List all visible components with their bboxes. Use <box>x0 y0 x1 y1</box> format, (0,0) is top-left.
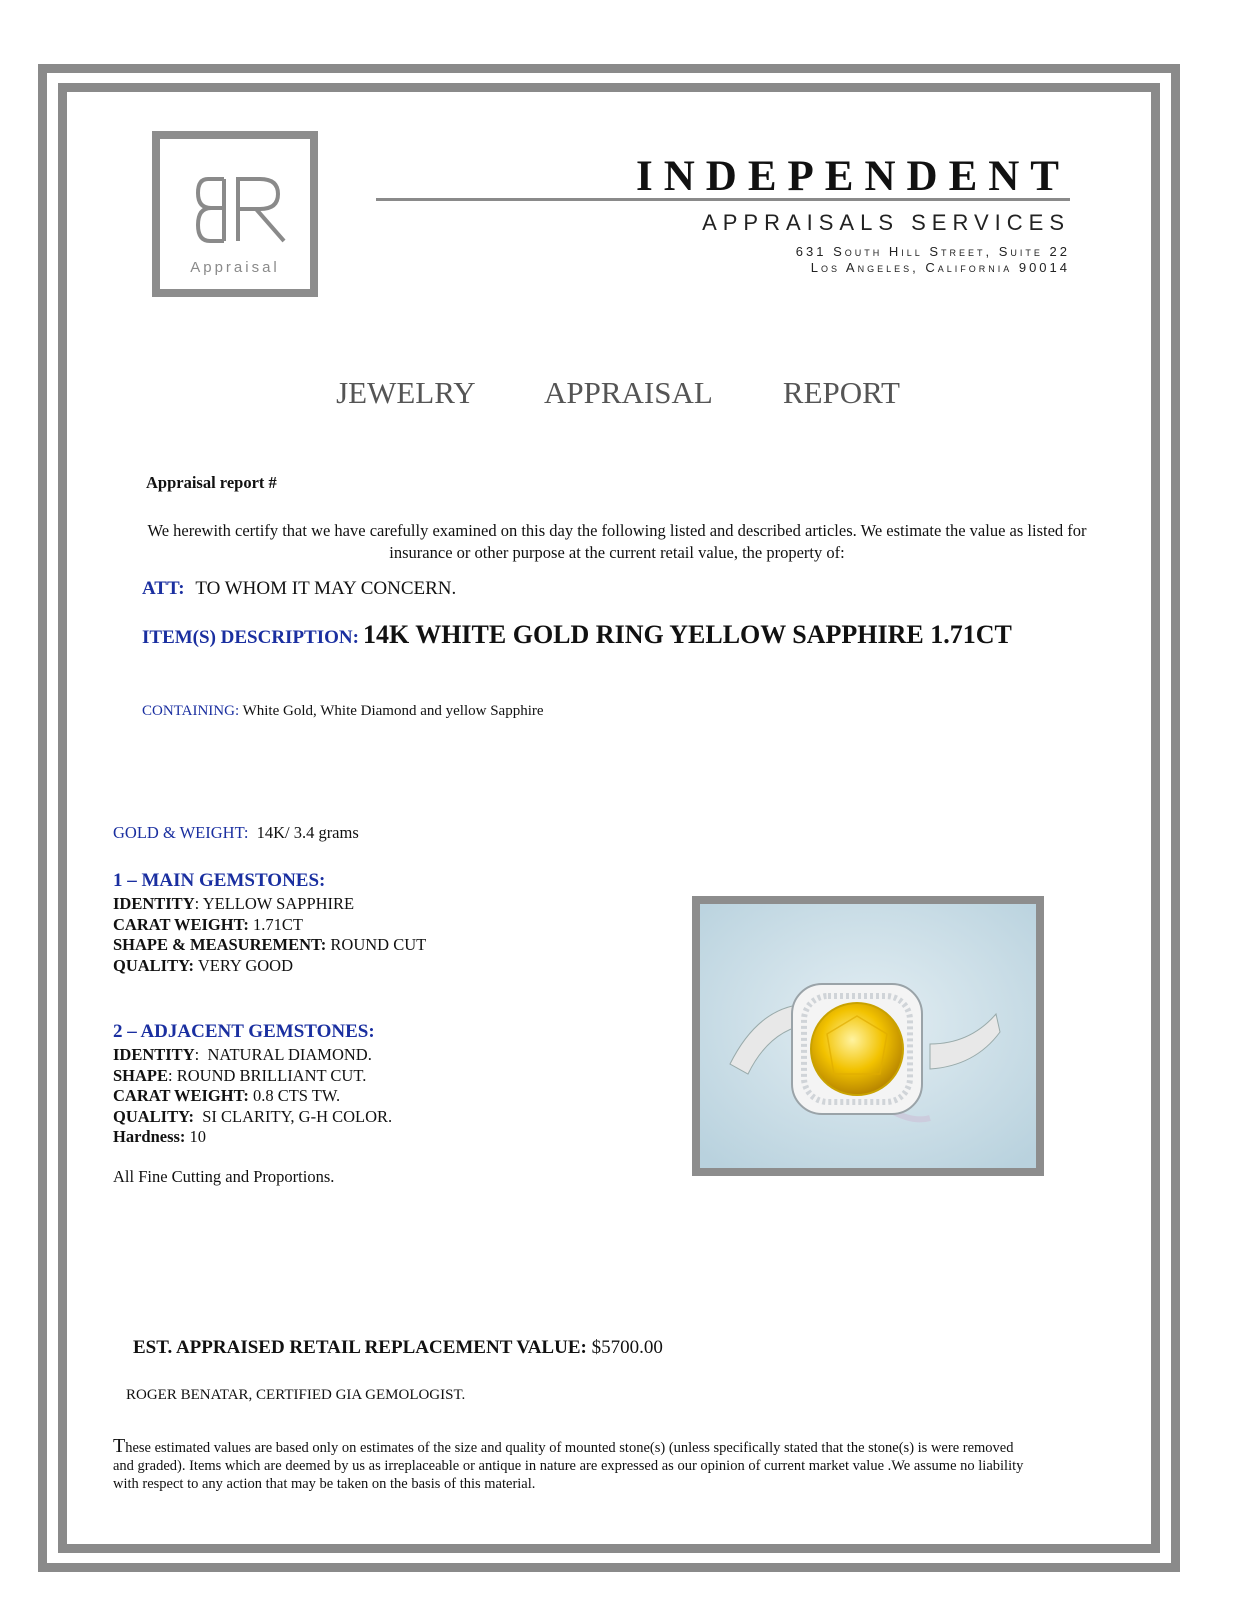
gemologist-signature: ROGER BENATAR, CERTIFIED GIA GEMOLOGIST. <box>126 1387 466 1403</box>
gemstone-row <box>113 915 426 936</box>
gemstone-row-value: 10 <box>189 1127 207 1146</box>
gemstone-row-separator: : <box>194 894 203 913</box>
logo-caption: Appraisal <box>190 259 280 276</box>
gemstone-row-value: 1.71CT <box>252 914 303 934</box>
gemstone-row-separator <box>194 1107 202 1126</box>
gemstone-row <box>113 1045 392 1066</box>
appraised-value-amount: $5700.00 <box>591 1337 663 1358</box>
ring-photo <box>692 896 1044 1176</box>
containing-value: White Gold, White Diamond and yellow Sapphire <box>242 703 544 719</box>
address-line-2: Los Angeles, California 90014 <box>810 260 1070 275</box>
ring-image-icon <box>700 904 1036 1168</box>
gemstone-row-value: NATURAL DIAMOND. <box>207 1045 372 1064</box>
item-description-label: ITEM(S) DESCRIPTION: <box>142 627 359 648</box>
gemstone-row-value: SI CLARITY, G-H COLOR. <box>202 1106 393 1126</box>
att-label: ATT: <box>142 578 185 599</box>
gemstone-row-separator: : <box>168 1065 177 1085</box>
gemstone-row-label: CARAT WEIGHT: <box>113 914 249 934</box>
inner-frame <box>58 83 1160 1553</box>
company-name: INDEPENDENT <box>636 153 1070 200</box>
containing-label: CONTAINING: <box>142 703 240 719</box>
appraisal-logo <box>152 131 318 297</box>
gemstone-row-label: SHAPE & MEASUREMENT: <box>113 935 327 954</box>
gemstone-row <box>113 956 426 977</box>
gemstone-row-separator: : <box>194 1045 208 1064</box>
gemstone-row-label: QUALITY: <box>113 955 194 975</box>
gemstone-row-value: VERY GOOD <box>197 955 294 975</box>
gemstone-row <box>113 1107 392 1128</box>
gemstone-row-value: YELLOW SAPPHIRE <box>202 894 355 913</box>
gemstone-row-label: SHAPE <box>113 1065 169 1085</box>
gemstone-row <box>113 1127 392 1148</box>
fine-cutting-note: All Fine Cutting and Proportions. <box>113 1167 335 1186</box>
att-line <box>142 578 456 600</box>
gemstone-row-value: 0.8 CTS TW. <box>252 1086 341 1105</box>
gemstone-row-value: ROUND BRILLIANT CUT. <box>176 1065 367 1085</box>
gold-weight-label: GOLD & WEIGHT: <box>113 823 249 842</box>
main-gemstones-list <box>113 894 426 976</box>
adjacent-gemstones-list <box>113 1045 392 1148</box>
address-line-1: 631 South Hill Street, Suite 22 <box>795 244 1070 259</box>
company-subtitle: APPRAISALS SERVICES <box>702 210 1070 235</box>
gemstone-row <box>113 935 426 956</box>
disclaimer <box>113 1437 1033 1493</box>
gemstone-row <box>113 1066 392 1087</box>
gemstone-row-value: ROUND CUT <box>330 935 427 954</box>
item-description-value: 14K WHITE GOLD RING YELLOW SAPPHIRE 1.71CT <box>362 620 1012 649</box>
appraised-value-line <box>133 1337 663 1359</box>
adjacent-gemstones-heading: 2 – ADJACENT GEMSTONES: <box>113 1021 375 1042</box>
main-gemstones-heading: 1 – MAIN GEMSTONES: <box>113 870 326 891</box>
containing-line <box>142 703 544 720</box>
br-monogram-icon <box>194 175 290 245</box>
gold-weight-value: 14K/ 3.4 grams <box>256 823 359 842</box>
gemstone-row <box>113 894 426 915</box>
gemstone-row-label: IDENTITY <box>113 1045 195 1064</box>
certification-text: We herewith certify that we have carefully examined on this day the following listed and described articles. We estimate the value as listed for insurance or other purpose at the current retail value, the property of: <box>147 521 1087 562</box>
gemstone-row-label: Hardness: <box>113 1127 186 1146</box>
disclaimer-initial: T <box>113 1435 126 1457</box>
appraised-value-label: EST. APPRAISED RETAIL REPLACEMENT VALUE: <box>133 1337 587 1358</box>
item-description-line <box>142 620 1012 650</box>
appraisal-report-number-label: Appraisal report # <box>146 473 277 492</box>
report-title: JEWELRY APPRAISAL REPORT <box>336 375 900 410</box>
att-value: TO WHOM IT MAY CONCERN. <box>195 578 457 599</box>
gold-weight-line <box>113 823 359 843</box>
gemstone-row-label: IDENTITY <box>113 894 195 913</box>
gemstone-row <box>113 1086 392 1107</box>
gemstone-row-label: QUALITY: <box>113 1106 194 1126</box>
gemstone-row-label: CARAT WEIGHT: <box>113 1086 249 1105</box>
disclaimer-text: hese estimated values are based only on estimates of the size and quality of mounted stone(s) (unless specifically stated that the stone(s) is were removed and graded). Items which are deemed by us as irreplaceable or antique in nature are expressed as our opinion of current market value .We assume no liability with respect to any action that may be taken on the basis of this material. <box>113 1440 1024 1492</box>
